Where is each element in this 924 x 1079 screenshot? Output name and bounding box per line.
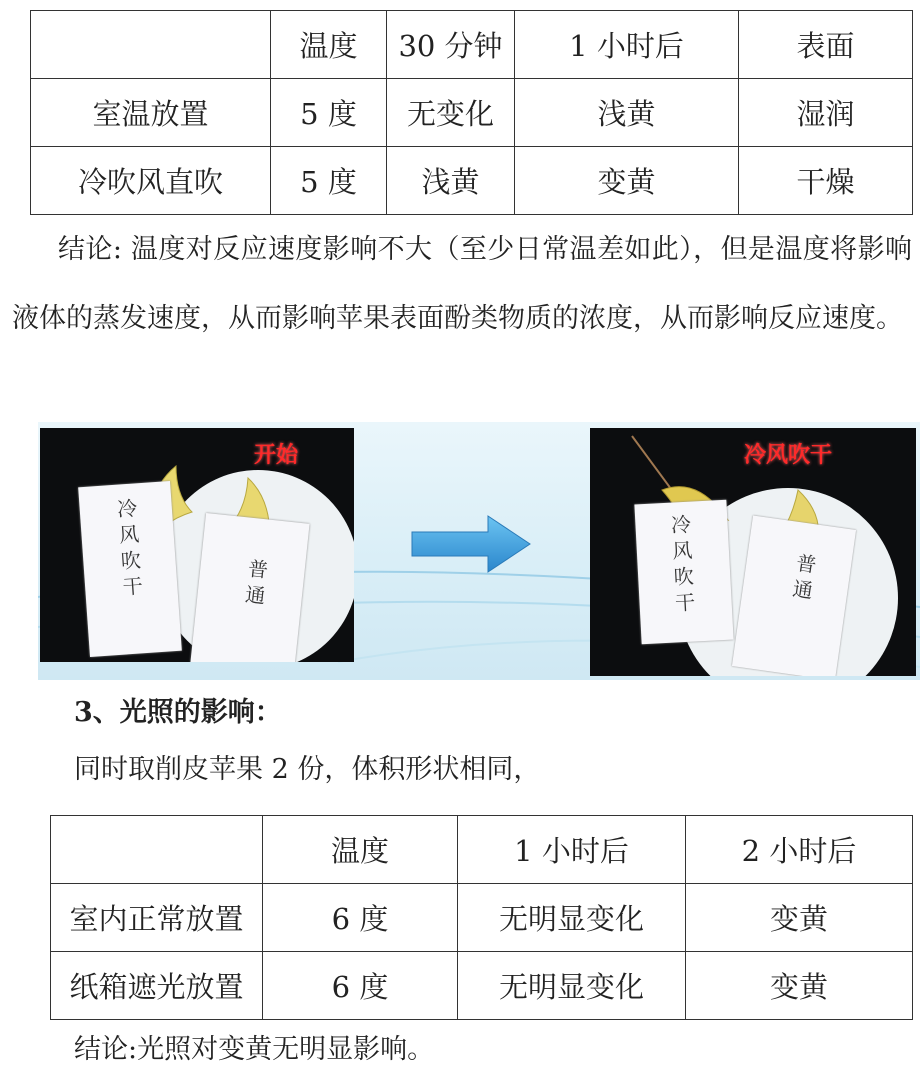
photo-label-cold-dried: 冷风吹干 [744,442,833,468]
paper-note-normal [732,516,856,676]
table-header-row [51,816,913,884]
conclusion-paragraph: 结论:光照对变黄无明显影响。 [74,1034,435,1065]
table-cell: 6 度 [263,884,458,952]
intro-text: 同时取削皮苹果 2 份，体积形状相同， [74,754,541,785]
table-header-row [31,11,913,79]
table-header-cell: 温度 [271,11,387,79]
table-cell: 变黄 [515,147,739,215]
photo-cold-dried [590,428,916,676]
table-cell: 变黄 [686,884,913,952]
table-cell: 浅黄 [515,79,739,147]
table-header-cell [51,816,263,884]
photo-start [40,428,354,662]
table-cell: 湿润 [739,79,913,147]
table-cell: 变黄 [686,952,913,1020]
table-header-cell: 表面 [739,11,913,79]
experiment-figure [38,422,920,680]
table-cell: 无明显变化 [458,952,686,1020]
table-cell: 冷吹风直吹 [31,147,271,215]
table-cell: 室温放置 [31,79,271,147]
paper-note-cold [634,500,733,645]
paper-note-text: 冷风吹干 [666,513,697,619]
table-header-cell: 30 分钟 [387,11,515,79]
table-header-cell: 2 小时后 [686,816,913,884]
photo-label-start: 开始 [254,442,299,468]
temperature-table [30,10,913,215]
light-table [50,815,913,1020]
table-cell: 5 度 [271,79,387,147]
paper-note-text: 普通 [240,557,270,612]
paper-note-text: 普通 [787,551,819,607]
table-cell: 浅黄 [387,147,515,215]
table-header-cell: 温度 [263,816,458,884]
paper-note-cold [78,481,182,657]
table-cell: 无变化 [387,79,515,147]
table-header-cell [31,11,271,79]
table-cell: 5 度 [271,147,387,215]
table-row [31,147,913,215]
table-header-cell: 1 小时后 [515,11,739,79]
table-cell: 室内正常放置 [51,884,263,952]
paper-note-normal [190,513,309,662]
table-header-cell: 1 小时后 [458,816,686,884]
conclusion-paragraph: 结论: 温度对反应速度影响不大（至少日常温差如此），但是温度将影响液体的蒸发速度，从而影响苹果表面酚类物质的浓度，从而影响反应速度。 [12,234,912,334]
paper-note-text: 冷风吹干 [113,497,145,603]
table-row [31,79,913,147]
table-cell: 6 度 [263,952,458,1020]
table-cell: 干燥 [739,147,913,215]
table-cell: 无明显变化 [458,884,686,952]
table-cell: 纸箱遮光放置 [51,952,263,1020]
table-row [51,884,913,952]
table-row [51,952,913,1020]
section-heading: 3、光照的影响： [74,697,282,728]
arrow-right-icon [410,514,532,574]
